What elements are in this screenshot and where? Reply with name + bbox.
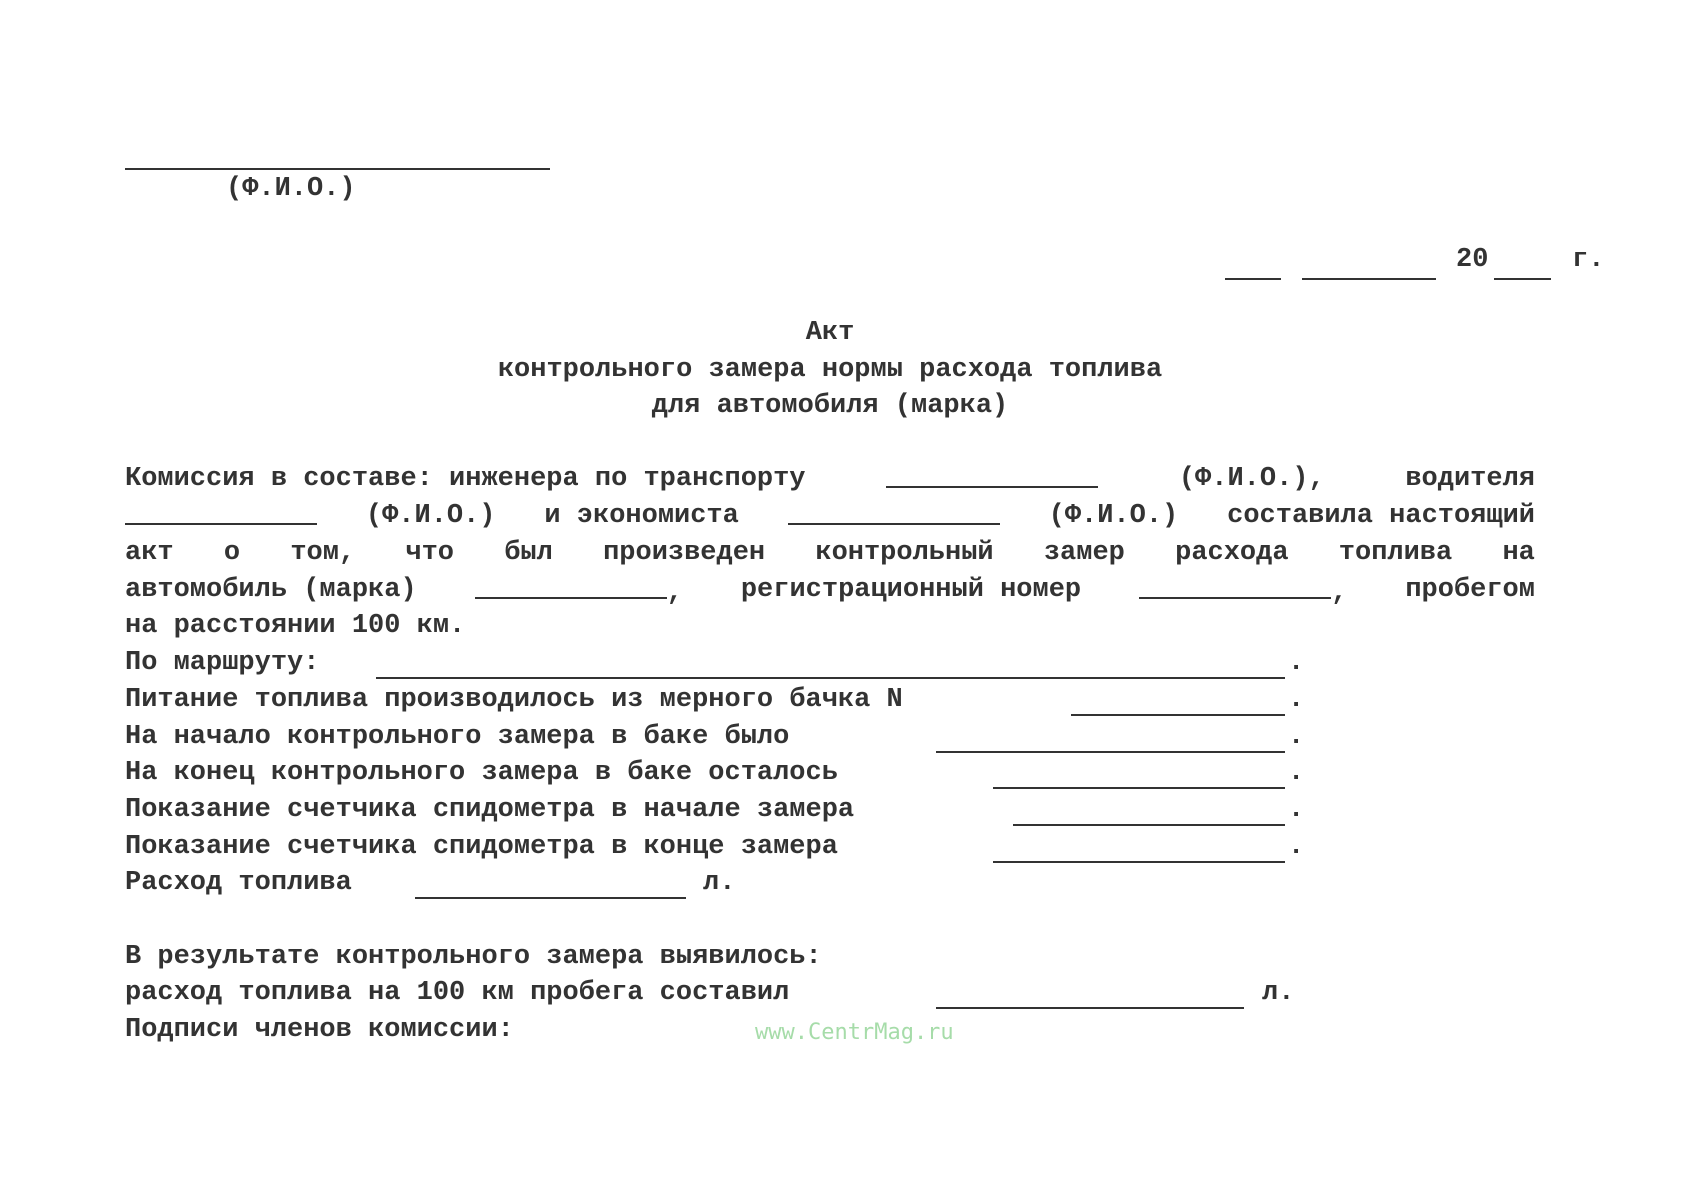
consumption-per-100-blank	[936, 1007, 1244, 1009]
odometer-end-blank	[993, 861, 1285, 863]
odometer-start-blank	[1013, 824, 1285, 826]
act-word: акт	[125, 538, 174, 568]
act-word: произведен	[603, 538, 766, 568]
act-word: топлива	[1338, 538, 1453, 568]
end-tank-label: На конец контрольного замера в баке осталось	[125, 758, 838, 788]
period: .	[1288, 758, 1305, 788]
act-word: был	[504, 538, 553, 568]
period: .	[1288, 648, 1305, 678]
odometer-start-label: Показание счетчика спидометра в начале замера	[125, 795, 855, 825]
period: .	[1288, 722, 1305, 752]
fio-label-3: (Ф.И.О.)	[1048, 501, 1179, 531]
end-tank-blank	[993, 787, 1285, 789]
fio-label-1: (Ф.И.О.),	[1178, 464, 1325, 494]
start-tank-label: На начало контрольного замера в баке было	[125, 722, 790, 752]
act-word: том,	[290, 538, 356, 568]
tank-number-blank	[1071, 714, 1285, 716]
date-suffix: г.	[1572, 245, 1605, 275]
fuel-consumption-label: Расход топлива	[125, 868, 352, 898]
route-label: По маршруту:	[125, 648, 320, 678]
title-act: Акт	[805, 318, 855, 348]
fuel-consumption-blank	[415, 897, 686, 899]
odometer-end-label: Показание счетчика спидометра в конце замера	[125, 832, 838, 862]
commission-line-3	[125, 540, 1535, 567]
economist-name-blank	[788, 503, 1000, 525]
car-brand-blank	[475, 577, 667, 599]
driver-name-blank	[125, 503, 317, 525]
route-blank	[376, 677, 1285, 679]
date-year-blank	[1494, 278, 1551, 280]
comma: ,	[666, 578, 683, 608]
fio-caption: (Ф.И.О.)	[226, 174, 356, 204]
date-day-blank	[1225, 278, 1281, 280]
mileage-label: пробегом	[1405, 575, 1535, 605]
fio-signature-line	[125, 168, 550, 170]
engineer-name-blank	[886, 466, 1098, 488]
fuel-supply-label: Питание топлива производилось из мерного бачка N	[125, 685, 903, 715]
act-word: о	[223, 538, 241, 568]
start-tank-blank	[936, 751, 1285, 753]
act-word: замер	[1043, 538, 1125, 568]
economist-label: и экономиста	[544, 501, 739, 531]
period: .	[1288, 795, 1305, 825]
fio-label-2: (Ф.И.О.)	[365, 501, 496, 531]
consumption-per-100-label: расход топлива на 100 км пробега составил	[125, 978, 790, 1008]
title-vehicle: для автомобиля (марка)	[651, 391, 1009, 421]
date-month-blank	[1302, 278, 1436, 280]
commission-line-2	[125, 503, 1535, 530]
commission-line-1	[125, 466, 1535, 493]
title-subject: контрольного замера нормы расхода топлива	[497, 355, 1163, 385]
commission-label: Комиссия в составе: инженера по транспорту	[125, 464, 806, 494]
reg-number-label: регистрационный номер	[740, 575, 1082, 605]
date-year-prefix: 20	[1456, 245, 1489, 275]
result-intro: В результате контрольного замера выявилось:	[125, 942, 822, 972]
period: .	[1288, 685, 1305, 715]
reg-number-blank	[1139, 577, 1331, 599]
car-label: автомобиль (марка)	[125, 575, 417, 605]
act-word: расхода	[1175, 538, 1289, 568]
period: .	[1288, 832, 1305, 862]
watermark: www.CentrMag.ru	[755, 1020, 954, 1045]
commission-line-4	[125, 577, 1535, 607]
driver-label: водителя	[1405, 464, 1535, 494]
composed-label: составила настоящий	[1227, 501, 1535, 531]
liters-unit: л.	[703, 868, 736, 898]
distance-line: на расстоянии 100 км.	[125, 611, 466, 641]
act-word: контрольный	[815, 538, 994, 568]
act-word: что	[405, 538, 454, 568]
act-word: на	[1502, 538, 1535, 568]
comma: ,	[1331, 578, 1348, 608]
signatures-label: Подписи членов комиссии:	[125, 1015, 514, 1045]
liters-unit: л.	[1262, 978, 1295, 1008]
